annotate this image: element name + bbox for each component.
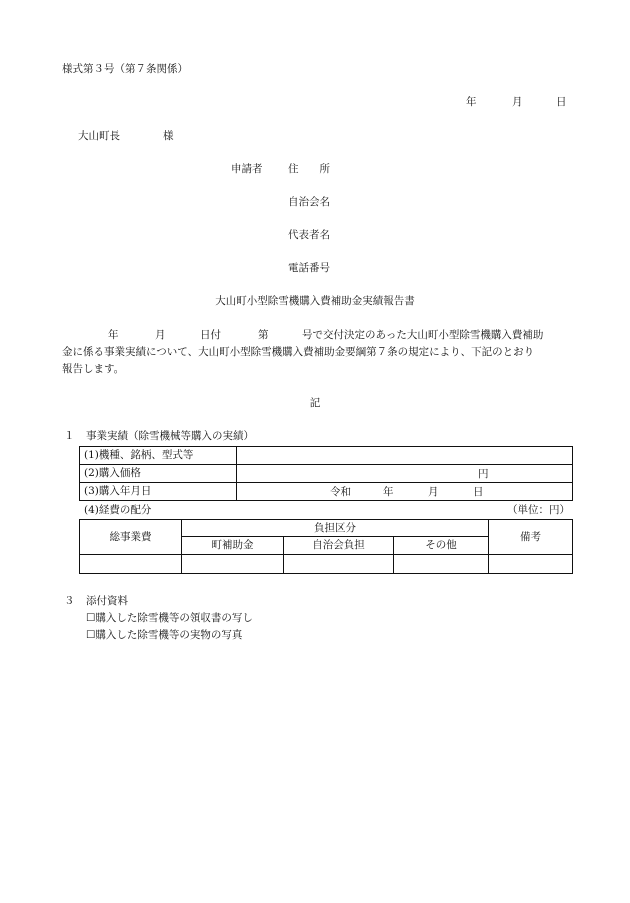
date-day-label: 日 <box>556 96 567 108</box>
body-number: 第 <box>258 329 269 341</box>
applicant-association-label: 自治会名 <box>288 196 330 208</box>
table-row-label-date: (3)購入年月日 <box>84 485 152 498</box>
body-year: 年 <box>108 329 119 341</box>
purchase-date-year: 年 <box>383 486 394 498</box>
addressee-name: 大山町長 <box>78 130 120 142</box>
header-remarks: 備考 <box>520 530 541 543</box>
applicant-representative-label: 代表者名 <box>288 229 330 241</box>
purchase-date-era: 令和 <box>330 486 351 498</box>
addressee-honorific: 様 <box>163 130 174 142</box>
purchase-date-day: 日 <box>473 486 484 498</box>
ki-marker: 記 <box>309 397 321 409</box>
header-association-share: 自治会負担 <box>312 539 365 552</box>
date-month-label: 月 <box>512 96 523 108</box>
body-line1-rest: 号で交付決定のあった大山町小型除雪機購入費補助 <box>302 329 544 341</box>
attachment-item-photo: ☐購入した除雪機等の実物の写真 <box>86 629 243 641</box>
document-title: 大山町小型除雪機購入費補助金実績報告書 <box>215 295 415 307</box>
header-town-subsidy: 町補助金 <box>211 539 254 552</box>
body-day: 日付 <box>200 329 221 341</box>
section3-number: ３ <box>64 595 75 607</box>
applicant-address-label: 住 所 <box>288 163 330 175</box>
body-line2: 金に係る事業実績について、大山町小型除雪機購入費補助金要綱第７条の規定により、下記のとおり <box>62 346 535 358</box>
model-value-cell <box>237 447 572 464</box>
header-cost-share: 負担区分 <box>314 521 356 534</box>
expenses-unit: （単位：円） <box>507 504 570 516</box>
date-year-label: 年 <box>466 96 477 108</box>
expenses-label: (4)経費の配分 <box>84 504 152 516</box>
applicant-label: 申請者 <box>231 163 263 175</box>
section1-number: １ <box>64 430 75 442</box>
table-row-label-price: (2)購入価格 <box>84 467 141 480</box>
attachment-item-receipt: ☐購入した除雪機等の領収書の写し <box>86 612 253 624</box>
body-month: 月 <box>155 329 166 341</box>
section3-heading: 添付資料 <box>86 595 128 607</box>
purchase-date-month: 月 <box>428 486 439 498</box>
header-total-cost: 総事業費 <box>109 530 152 543</box>
body-line3: 報告します。 <box>62 363 125 375</box>
applicant-phone-label: 電話番号 <box>288 262 330 274</box>
price-unit-yen: 円 <box>478 468 489 480</box>
section1-heading: 事業実績（除雪機械等購入の実績） <box>86 430 254 442</box>
header-other: その他 <box>425 539 457 552</box>
form-number: 様式第３号（第７条関係） <box>62 63 188 75</box>
table-row-label-model: (1)機種、銘柄、型式等 <box>84 449 194 462</box>
